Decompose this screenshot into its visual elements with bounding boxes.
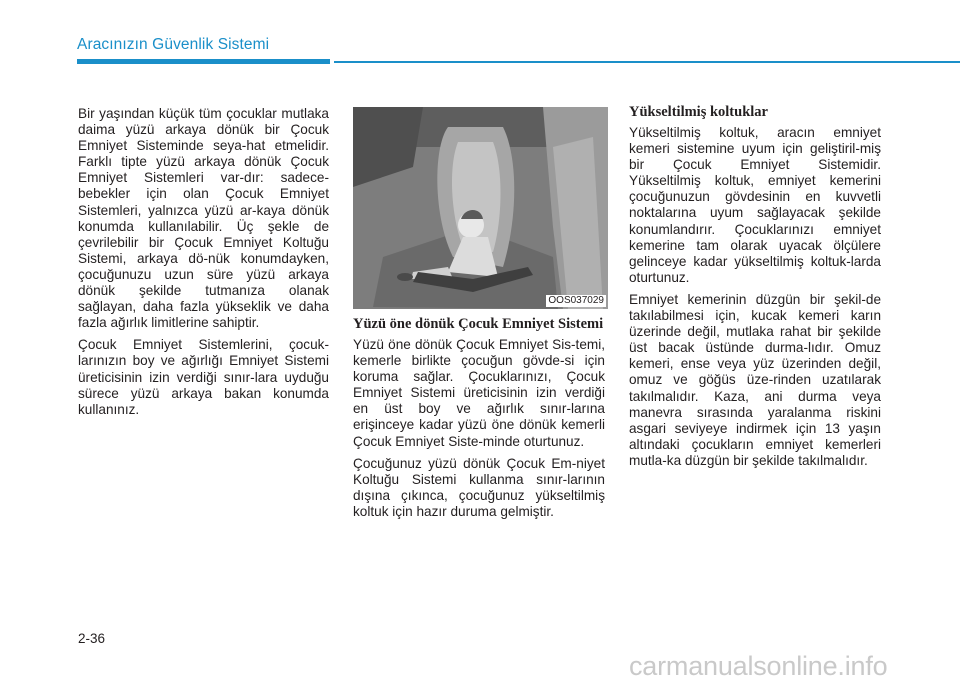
figure-code: OOS037029 bbox=[548, 295, 604, 306]
header-rule-thin bbox=[334, 61, 960, 63]
page-number: 2-36 bbox=[78, 631, 106, 646]
child-seat-drawing bbox=[353, 107, 608, 309]
paragraph: Bir yaşından küçük tüm çocuklar mutlaka daima yüzü arkaya dönük bir Çocuk Emniyet Sisteminde seya-hat etmelidir. Farklı tipte yüzü arkaya dönük Çocuk Emniyet Sistemleri var-dır: sadece-bebekler için olan Çocuk Emniyet Sistemleri, yalnızca yüzü ar-kaya dönük konumda kullanılabilir. Üç şekle de çevrilebilir bir Çocuk Emniyet Koltuğu Sistemi, arkaya dö-nük konumdayken, çocuğunuzu uzun süre yüzü arkaya dönük şekilde tutmanıza olanak sağlayan, daha fazla yükseklik ve daha fazla ağırlık limitlerine sahiptir. bbox=[78, 106, 329, 331]
paragraph: Çocuk Emniyet Sistemlerini, çocuk-larınızın boy ve ağırlığı Emniyet Sistemi üreticisinin izin verdiği sınır-lara uyduğu sürece yüzü arkaya bakan konumda kullanınız. bbox=[78, 337, 329, 417]
paragraph: Çocuğunuz yüzü dönük Çocuk Em-niyet Koltuğu Sistemi kullanma sınır-larının dışına çıkınca, çocuğunuz yükseltilmiş koltuk için hazır duruma gelmiştir. bbox=[353, 455, 605, 519]
header-rule-thick bbox=[77, 59, 330, 64]
paragraph: Yüzü öne dönük Çocuk Emniyet Sis-temi, kemerle birlikte çocuğun gövde-si için koruma sağlar. Çocuklarınızı, Çocuk Emniyet Sistemi üreticisinin izin verdiği en üst boy ve ağırlık sınır-larına erişinceye kadar yüzü öne dönük kemerli Çocuk Emniyet Siste-minde oturtunuz. bbox=[353, 337, 605, 449]
watermark: carmanualsonline.info bbox=[629, 651, 888, 681]
section-heading: Yükseltilmiş koltuklar bbox=[629, 104, 768, 120]
column-middle bbox=[353, 316, 605, 526]
paragraph: Emniyet kemerinin düzgün bir şekil-de takılabilmesi için, kucak kemeri karın üzerinde değil, mutlaka rahat bir şekilde üst bacak üstünde durma-lıdır. Omuz kemeri, ense veya yüz üzerinden değil, omuz ve göğüs üze-rinden uzatılarak takılmalıdır. Kaza, ani durma veya manevra sırasında yaralanma riskini asgari seviyeye indirmek için 13 yaşın altındaki çocukların emniyet kemerleri mutla-ka düzgün bir şekilde takılmalıdır. bbox=[629, 291, 881, 468]
child-seat-illustration bbox=[353, 107, 608, 309]
section-title: Aracınızın Güvenlik Sistemi bbox=[77, 36, 270, 53]
column-left bbox=[78, 106, 329, 424]
paragraph: Yükseltilmiş koltuk, aracın emniyet kemeri sistemine uyum için geliştiril-miş bir Çocuk Emniyet Sistemidir. Yükseltilmiş koltuk, emniyet kemerini çocuğunuzun gövdesinin en kuvvetli noktalarına uyum sağlayacak şekilde konumlandırır. Çocuklarınızı emniyet kemerine tam olarak uyacak ölçülere gelinceye kadar yükseltilmiş koltuk-larda oturtunuz. bbox=[629, 125, 881, 285]
column-right bbox=[629, 104, 881, 475]
section-heading: Yüzü öne dönük Çocuk Emniyet Sistemi bbox=[353, 316, 604, 332]
